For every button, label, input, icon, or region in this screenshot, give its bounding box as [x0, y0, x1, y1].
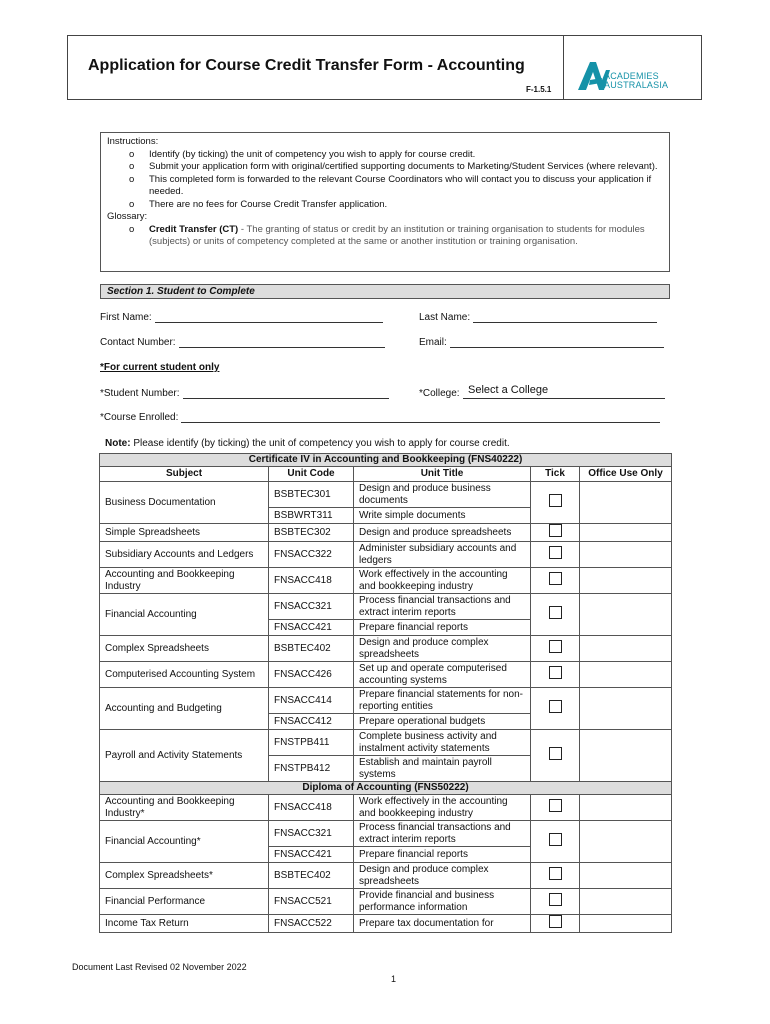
table-row — [100, 542, 672, 568]
unit-title-cell: Process financial transactions and extract interim reports — [354, 594, 531, 620]
tick-checkbox[interactable] — [549, 915, 562, 928]
subject-cell: Accounting and Bookkeeping Industry* — [100, 795, 269, 821]
glossary-item — [107, 224, 663, 249]
office-use-cell — [580, 636, 672, 662]
unit-title-cell: Write simple documents — [354, 508, 531, 524]
tick-cell — [531, 863, 580, 889]
bullet-icon: o — [129, 173, 135, 185]
unit-title-cell: Design and produce business documents — [354, 482, 531, 508]
table-row — [100, 688, 672, 714]
logo-wordmark — [604, 72, 668, 90]
subject-cell: Simple Spreadsheets — [100, 524, 269, 542]
college-field[interactable]: *College: — [419, 387, 665, 399]
contact-number-line[interactable] — [179, 336, 385, 348]
table-row — [100, 482, 672, 508]
office-use-cell — [580, 730, 672, 782]
office-use-cell — [580, 594, 672, 636]
subject-cell: Accounting and Bookkeeping Industry — [100, 568, 269, 594]
section-1-title: Section 1. Student to Complete — [100, 284, 670, 299]
unit-title-cell: Administer subsidiary accounts and ledgers — [354, 542, 531, 568]
footer-revised: Document Last Revised 02 November 2022 — [72, 962, 247, 972]
tick-checkbox[interactable] — [549, 700, 562, 713]
col-header-office-use: Office Use Only — [580, 467, 672, 482]
tick-cell — [531, 542, 580, 568]
unit-code-cell: FNSACC421 — [269, 620, 354, 636]
table-row — [100, 730, 672, 756]
unit-code-cell: BSBWRT311 — [269, 508, 354, 524]
bullet-icon: o — [129, 223, 135, 235]
unit-code-cell: FNSACC321 — [269, 594, 354, 620]
table-row — [100, 662, 672, 688]
unit-code-cell: BSBTEC302 — [269, 524, 354, 542]
tick-checkbox[interactable] — [549, 867, 562, 880]
col-header-tick: Tick — [531, 467, 580, 482]
subject-cell: Computerised Accounting System — [100, 662, 269, 688]
units-table — [99, 453, 672, 933]
subject-cell: Business Documentation — [100, 482, 269, 524]
office-use-cell — [580, 662, 672, 688]
office-use-cell — [580, 863, 672, 889]
unit-title-cell: Set up and operate computerised accounting systems — [354, 662, 531, 688]
unit-code-cell: BSBTEC402 — [269, 636, 354, 662]
email-field[interactable]: Email: — [419, 336, 664, 348]
table-row — [100, 524, 672, 542]
bullet-icon: o — [129, 161, 135, 172]
logo-line-1: ACADEMIES — [604, 71, 659, 81]
tick-cell — [531, 482, 580, 524]
unit-title-cell: Work effectively in the accounting and bookkeeping industry — [354, 795, 531, 821]
table-row — [100, 795, 672, 821]
cert-caption: Certificate IV in Accounting and Bookkeeping (FNS40222) — [100, 454, 672, 467]
tick-cell — [531, 889, 580, 915]
tick-cell — [531, 688, 580, 730]
tick-checkbox[interactable] — [549, 893, 562, 906]
unit-title-cell: Process financial transactions and extract interim reports — [354, 821, 531, 847]
tick-cell — [531, 524, 580, 542]
first-name-line[interactable] — [155, 311, 383, 323]
unit-code-cell: FNSTPB411 — [269, 730, 354, 756]
unit-code-cell: FNSACC426 — [269, 662, 354, 688]
unit-title-cell: Prepare tax documentation for — [354, 915, 531, 933]
office-use-cell — [580, 915, 672, 933]
tick-checkbox[interactable] — [549, 747, 562, 760]
unit-title-cell: Complete business activity and instalment activity statements — [354, 730, 531, 756]
instruction-item: o There are no fees for Course Credit Transfer application. — [129, 198, 388, 210]
note-text: Note: Please identify (by ticking) the unit of competency you wish to apply for course credit. — [105, 438, 510, 449]
tick-cell — [531, 636, 580, 662]
page-number: 1 — [391, 974, 397, 984]
subject-cell: Complex Spreadsheets — [100, 636, 269, 662]
tick-cell — [531, 821, 580, 863]
office-use-cell — [580, 821, 672, 863]
course-enrolled-line[interactable] — [181, 411, 660, 423]
unit-title-cell: Prepare operational budgets — [354, 714, 531, 730]
unit-code-cell: FNSACC412 — [269, 714, 354, 730]
instructions-heading: Instructions: — [107, 136, 159, 147]
col-header-subject: Subject — [100, 467, 269, 482]
unit-code-cell: FNSACC522 — [269, 915, 354, 933]
email-line[interactable] — [450, 336, 664, 348]
unit-title-cell: Establish and maintain payroll systems — [354, 756, 531, 782]
glossary-definition: - The granting of status or credit by an institution or training organisation to students for modules (subjects) or units of competency completed at the same or another institution or training organisation. — [149, 223, 645, 247]
table-row — [100, 915, 672, 933]
tick-checkbox[interactable] — [549, 606, 562, 619]
diploma-caption: Diploma of Accounting (FNS50222) — [100, 782, 672, 795]
last-name-field[interactable]: Last Name: — [419, 311, 657, 323]
office-use-cell — [580, 795, 672, 821]
first-name-field[interactable]: First Name: — [100, 311, 383, 323]
table-row — [100, 889, 672, 915]
unit-title-cell: Work effectively in the accounting and bookkeeping industry — [354, 568, 531, 594]
office-use-cell — [580, 524, 672, 542]
unit-code-cell: FNSACC418 — [269, 568, 354, 594]
subject-cell: Accounting and Budgeting — [100, 688, 269, 730]
tick-checkbox[interactable] — [549, 546, 562, 559]
unit-code-cell: FNSACC421 — [269, 847, 354, 863]
instruction-item: o Submit your application form with original/certified supporting documents to Marketing/Student Services (where relevant). — [129, 161, 658, 172]
bullet-icon: o — [129, 198, 135, 210]
student-number-field[interactable]: *Student Number: — [100, 387, 389, 399]
unit-title-cell: Design and produce spreadsheets — [354, 524, 531, 542]
subject-cell: Payroll and Activity Statements — [100, 730, 269, 782]
diploma-caption-row — [100, 782, 672, 795]
unit-title-cell: Prepare financial statements for non-reporting entities — [354, 688, 531, 714]
subject-cell: Financial Accounting — [100, 594, 269, 636]
subject-cell: Income Tax Return — [100, 915, 269, 933]
unit-code-cell: FNSACC414 — [269, 688, 354, 714]
tick-cell — [531, 594, 580, 636]
cert-caption-row — [100, 454, 672, 467]
office-use-cell — [580, 688, 672, 730]
tick-checkbox[interactable] — [549, 524, 562, 537]
unit-code-cell: BSBTEC402 — [269, 863, 354, 889]
unit-code-cell: FNSTPB412 — [269, 756, 354, 782]
unit-title-cell: Design and produce complex spreadsheets — [354, 636, 531, 662]
tick-checkbox[interactable] — [549, 572, 562, 585]
unit-code-cell: FNSACC521 — [269, 889, 354, 915]
office-use-cell — [580, 889, 672, 915]
unit-title-cell: Prepare financial reports — [354, 620, 531, 636]
tick-cell — [531, 915, 580, 933]
instructions-box — [100, 132, 670, 272]
course-enrolled-field[interactable]: *Course Enrolled: — [100, 411, 660, 423]
unit-code-cell: FNSACC322 — [269, 542, 354, 568]
subject-cell: Complex Spreadsheets* — [100, 863, 269, 889]
office-use-cell — [580, 482, 672, 524]
office-use-cell — [580, 542, 672, 568]
unit-code-cell: FNSACC321 — [269, 821, 354, 847]
logo-line-2: AUSTRALASIA — [604, 80, 669, 90]
subject-cell: Financial Performance — [100, 889, 269, 915]
header-divider — [563, 36, 564, 99]
table-row — [100, 863, 672, 889]
tick-checkbox[interactable] — [549, 640, 562, 653]
instruction-item: o This completed form is forwarded to the relevant Course Coordinators who will contact you to discuss your application if needed. — [129, 173, 652, 197]
tick-cell — [531, 568, 580, 594]
student-number-line[interactable] — [183, 387, 389, 399]
tick-checkbox[interactable] — [549, 666, 562, 679]
unit-title-cell: Prepare financial reports — [354, 847, 531, 863]
glossary-term: Credit Transfer (CT) — [149, 223, 239, 235]
unit-title-cell: Design and produce complex spreadsheets — [354, 863, 531, 889]
unit-code-cell: BSBTEC301 — [269, 482, 354, 508]
tick-cell — [531, 795, 580, 821]
tick-cell — [531, 730, 580, 782]
tick-cell — [531, 662, 580, 688]
header-row — [100, 467, 672, 482]
form-header — [67, 35, 702, 100]
tick-checkbox[interactable] — [549, 833, 562, 846]
college-select[interactable]: Select a College — [468, 384, 549, 396]
office-use-cell — [580, 568, 672, 594]
col-header-unit-code: Unit Code — [269, 467, 354, 482]
last-name-line[interactable] — [473, 311, 657, 323]
unit-code-cell: FNSACC418 — [269, 795, 354, 821]
tick-checkbox[interactable] — [549, 799, 562, 812]
bullet-icon: o — [129, 148, 135, 160]
unit-title-cell: Provide financial and business performance information — [354, 889, 531, 915]
subject-cell: Subsidiary Accounts and Ledgers — [100, 542, 269, 568]
form-title: Application for Course Credit Transfer Form - Accounting — [88, 57, 525, 74]
current-student-subheading: *For current student only — [100, 362, 220, 373]
tick-checkbox[interactable] — [549, 494, 562, 507]
col-header-unit-title: Unit Title — [354, 467, 531, 482]
instruction-item: o Identify (by ticking) the unit of competency you wish to apply for course credit. — [129, 148, 476, 160]
subject-cell: Financial Accounting* — [100, 821, 269, 863]
table-row — [100, 821, 672, 847]
form-code: F-1.5.1 — [526, 85, 552, 94]
table-row — [100, 568, 672, 594]
table-row — [100, 636, 672, 662]
glossary-heading: Glossary: — [107, 211, 148, 222]
table-row — [100, 594, 672, 620]
contact-number-field[interactable]: Contact Number: — [100, 336, 385, 348]
